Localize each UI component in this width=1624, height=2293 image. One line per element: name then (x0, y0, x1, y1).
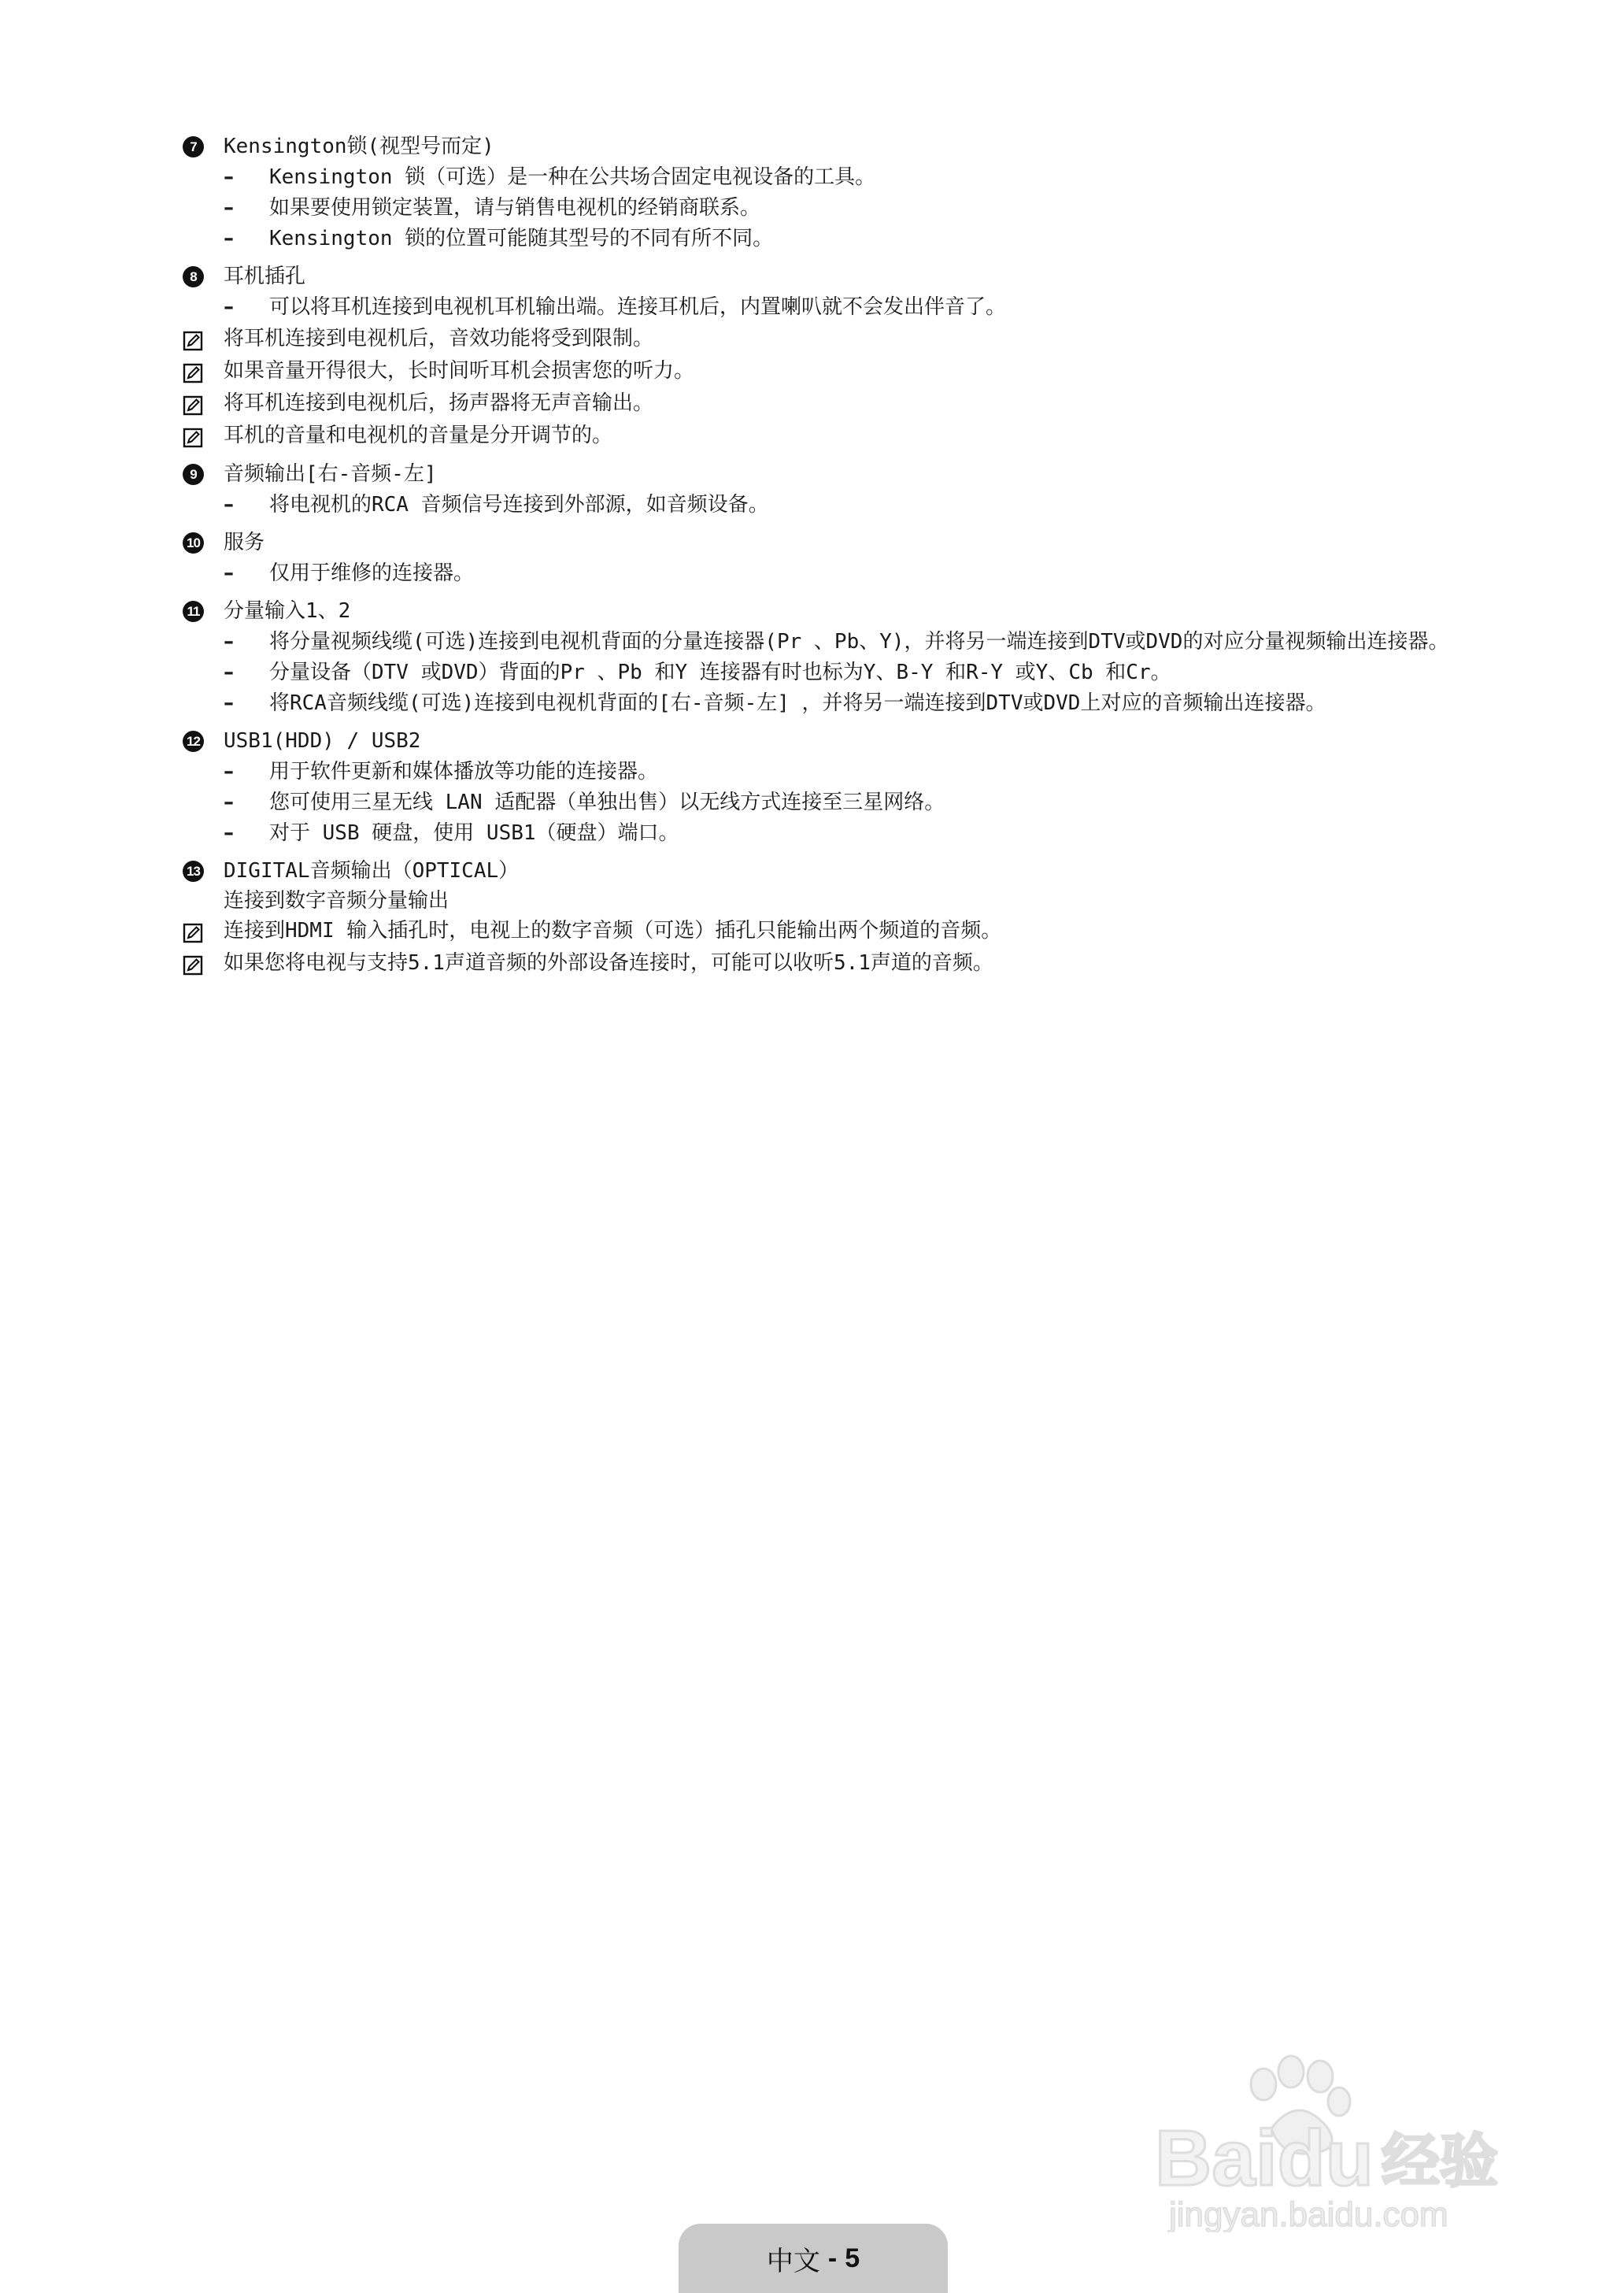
bullet-text: Kensington 锁（可选）是一种在公共场合固定电视设备的工具。 (269, 165, 876, 189)
section-9 (183, 458, 1474, 520)
bullet-item (224, 224, 1474, 254)
note-item (183, 355, 1474, 387)
note-item (183, 387, 1474, 420)
section-heading (187, 595, 1474, 627)
bullet-item (224, 558, 1474, 589)
bullet-item (224, 627, 1474, 658)
section-title: 服务 (224, 531, 265, 554)
bullet-item (224, 292, 1474, 323)
section-title: 耳机插孔 (224, 265, 306, 288)
page-number: 5 (845, 2243, 860, 2273)
section-heading (190, 261, 1474, 292)
section-12 (183, 725, 1474, 849)
bullet-item (224, 818, 1474, 849)
note-item (183, 947, 1474, 980)
watermark-brand: Baidu (1155, 2114, 1374, 2202)
bullet-text: 将电视机的RCA 音频信号连接到外部源，如音频设备。 (269, 493, 769, 517)
section-number-badge: 12 (183, 731, 204, 752)
section-number-badge: 8 (183, 266, 204, 287)
bullet-dash: – (224, 760, 234, 783)
footer-language: 中文 (766, 2246, 820, 2276)
note-item (183, 323, 1474, 355)
bullet-item (224, 162, 1474, 193)
note-icon (183, 921, 203, 942)
bullet-dash: – (224, 821, 234, 845)
bullet-text: 您可使用三星无线 LAN 适配器（单独出售）以无线方式连接至三星网络。 (269, 791, 945, 814)
note-text: 如果您将电视与支持5.1声道音频的外部设备连接时，可能可以收听5.1声道的音频。 (224, 951, 993, 975)
section-number-badge: 9 (183, 464, 204, 485)
section-title: 分量输入1、2 (224, 599, 351, 623)
bullet-text: 用于软件更新和媒体播放等功能的连接器。 (269, 760, 659, 783)
bullet-text: 仅用于维修的连接器。 (269, 561, 475, 585)
section-number-badge: 13 (183, 861, 204, 882)
bullet-item (224, 787, 1474, 818)
note-text: 连接到HDMI 输入插孔时，电视上的数字音频（可选）插孔只能输出两个频道的音频。 (224, 919, 1002, 943)
note-text: 将耳机连接到电视机后，音效功能将受到限制。 (224, 327, 654, 350)
note-icon (183, 954, 203, 974)
section-number-badge: 11 (183, 601, 204, 622)
manual-content (183, 131, 1474, 980)
bullet-text: 将分量视频线缆(可选)连接到电视机背面的分量连接器(Pr 、Pb、Y)，并将另一端连接到DTV或DVD的对应分量视频输出连接器。 (269, 630, 1449, 654)
section-title: DIGITAL音频输出（OPTICAL） (224, 859, 520, 883)
section-number-badge: 7 (183, 136, 204, 157)
bullet-dash: – (224, 295, 234, 319)
baidu-jingyan-watermark (1145, 2043, 1539, 2232)
section-heading (190, 131, 1474, 162)
page-footer-tab (679, 2224, 948, 2293)
section-11 (183, 595, 1474, 719)
bullet-text: Kensington 锁的位置可能随其型号的不同有所不同。 (269, 227, 774, 250)
section-7 (183, 131, 1474, 254)
bullet-dash: – (224, 630, 234, 654)
bullet-item (224, 658, 1474, 688)
bullet-dash: – (224, 561, 234, 585)
section-heading (187, 725, 1474, 757)
bullet-text: 分量设备（DTV 或DVD）背面的Pr 、Pb 和Y 连接器有时也标为Y、B-Y 和R-Y 或Y、Cb 和Cr。 (269, 661, 1171, 684)
section-heading (190, 458, 1474, 490)
bullet-text: 将RCA音频线缆(可选)连接到电视机背面的[右-音频-左] ，并将另一端连接到DTV或DVD上对应的音频输出连接器。 (269, 691, 1326, 715)
section-number-badge: 10 (183, 532, 204, 554)
bullet-text: 可以将耳机连接到电视机耳机输出端。连接耳机后，内置喇叭就不会发出伴音了。 (269, 295, 1007, 319)
note-item (183, 915, 1474, 947)
bullet-dash: – (224, 493, 234, 517)
section-title: 音频输出[右-音频-左] (224, 462, 437, 486)
bullet-dash: – (224, 691, 234, 715)
note-icon (183, 329, 203, 350)
watermark-brand-suffix: 经验 (1382, 2128, 1498, 2195)
section-8 (183, 261, 1474, 323)
note-item (183, 420, 1474, 452)
bullet-dash: – (224, 227, 234, 250)
bullet-item (224, 688, 1474, 719)
watermark-url: jingyan.baidu.com (1169, 2195, 1448, 2232)
note-icon (183, 361, 203, 382)
footer-separator: - (827, 2243, 838, 2273)
bullet-text: 如果要使用锁定装置，请与销售电视机的经销商联系。 (269, 196, 761, 220)
section-heading (187, 855, 1474, 887)
bullet-item (224, 490, 1474, 520)
note-text: 如果音量开得很大，长时间听耳机会损害您的听力。 (224, 359, 695, 383)
note-icon (183, 426, 203, 446)
note-text: 将耳机连接到电视机后，扬声器将无声音输出。 (224, 391, 654, 415)
bullet-text: 对于 USB 硬盘，使用 USB1（硬盘）端口。 (269, 821, 679, 845)
section-description: 连接到数字音频分量输出 (224, 889, 449, 913)
section-title: Kensington锁(视型号而定) (224, 135, 494, 158)
bullet-dash: – (224, 661, 234, 684)
section-10 (183, 527, 1474, 589)
bullet-dash: – (224, 165, 234, 189)
bullet-item (224, 193, 1474, 224)
section-13 (183, 855, 1474, 915)
section-heading (187, 527, 1474, 558)
bullet-dash: – (224, 196, 234, 220)
bullet-dash: – (224, 791, 234, 814)
note-icon (183, 394, 203, 414)
note-text: 耳机的音量和电视机的音量是分开调节的。 (224, 424, 613, 447)
bullet-item (224, 757, 1474, 787)
section-title: USB1(HDD) / USB2 (224, 729, 421, 753)
